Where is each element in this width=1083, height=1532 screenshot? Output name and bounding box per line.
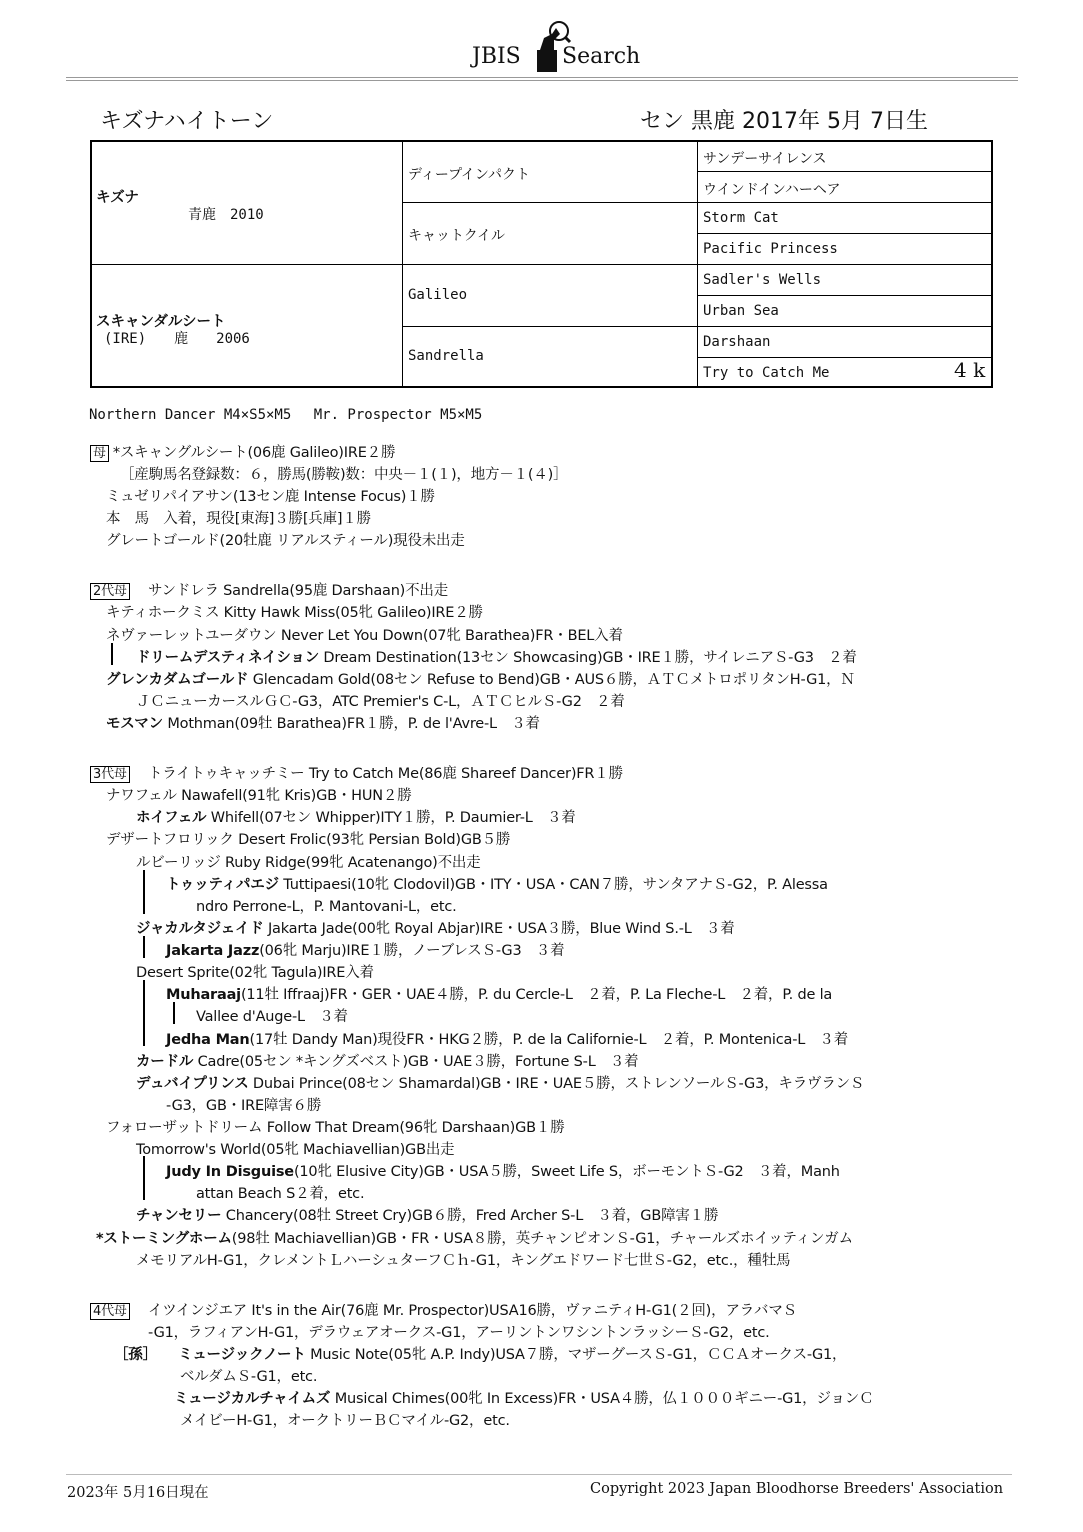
line-text: (10牝 Elusive City)GB・USA５勝，Sweet Life S，ボーモントＳ-G2 ３着，Manh (293, 1164, 840, 1180)
line-text: ベルダムＳ-G1，etc. (180, 1369, 318, 1385)
line-text: -G1，ラフィアンH-G1，デラウェアオークス-G1，アーリントンワシントンラッシーＳ-G2，etc. (148, 1325, 770, 1341)
line-text: Chancery(08牡 Street Cry)GB６勝，Fred Archer S-L ３着，GB障害１勝 (221, 1208, 719, 1224)
gen3-6: Urban Sea (703, 303, 779, 319)
jbis-logo (470, 20, 640, 76)
gen3-2: ウインドインハーヘア (703, 182, 841, 198)
line-text: メモリアルH-G1，クレメントＬハーシュターフＣｈ-G1，キングエドワード七世Ｓ-G2，etc.，種牡馬 (136, 1253, 791, 1269)
line-text: フォローザットドリーム Follow That Dream(96牝 Darshaan)GB１勝 (106, 1120, 565, 1136)
family-line (90, 441, 395, 462)
family-line (106, 624, 623, 645)
horse-name-bold: Jedha Man (166, 1032, 250, 1048)
dam-info: (IRE) 鹿 2006 (104, 331, 250, 347)
horse-name-bold: ドリームデスティネイション (136, 650, 319, 666)
gen3-7: Darshaan (703, 334, 771, 350)
bracket-bar (143, 936, 145, 958)
bracket-bar (143, 870, 145, 914)
line-text: Tuttipaesi(10牝 Clodovil)GB・ITY・USA・CAN７勝，サンタアナＳ-G2，P. Alessa (278, 877, 828, 893)
family-line (196, 1182, 364, 1203)
horse-name: キズナハイトーン (100, 109, 274, 134)
line-text: Dubai Prince(08セン Shamardal)GB・IRE・UAE５勝，ストレンソールＳ-G3，キラヴランＳ (248, 1076, 865, 1092)
horse-name-bold: Jakarta Jazz (166, 943, 260, 959)
line-text: -G3，GB・IRE障害６勝 (166, 1098, 322, 1114)
family-line (148, 1321, 770, 1342)
family-line (166, 1160, 840, 1181)
line-text: (17牡 Dandy Man)現役FR・HKG２勝，P. de la Californie-L ２着，P. Montenica-L ３着 (249, 1032, 849, 1048)
family-line (90, 579, 448, 600)
family-line (114, 1343, 846, 1364)
family-line (166, 939, 564, 960)
line-text: ルビーリッジ Ruby Ridge(99牝 Acatenango)不出走 (136, 855, 481, 871)
line-text: *スキャングルシート(06鹿 Galileo)IRE２勝 (112, 445, 396, 461)
line-text: Music Note(05牝 A.P. Indy)USA７勝，マザーグースＳ-G1，ＣＣＡオークス-G1， (305, 1347, 847, 1363)
family-line (136, 1204, 718, 1225)
family-line (96, 1227, 853, 1248)
gen2-dam-sire: Galileo (408, 287, 468, 303)
line-text: サンドレラ Sandrella(95鹿 Darshaan)不出走 (133, 583, 449, 599)
family-line (166, 983, 832, 1004)
horse-profile: セン 黒鹿 2017年 5月 7日生 (640, 109, 928, 134)
family-line (136, 851, 481, 872)
line-text: Musical Chimes(00牝 In Excess)FR・USA４勝，仏１０００ギニー-G1，ジョンＣ (330, 1391, 874, 1407)
gen2-sire-dam: キャットクイル (408, 228, 506, 244)
line-text: Cadre(05セン *キングズベスト)GB・UAE３勝，Fortune S-L ３着 (193, 1054, 639, 1070)
bracket-bar (143, 1156, 145, 1200)
family-line (106, 784, 412, 805)
family-line (136, 1072, 864, 1093)
sire-name: キズナ (96, 190, 139, 206)
line-text: attan Beach S２着，etc. (196, 1186, 365, 1202)
line-text: ミュゼリパイアサン(13セン鹿 Intense Focus)１勝 (106, 489, 435, 505)
line-text: (11牡 Iffraaj)FR・GER・UAE４勝，P. du Cercle-L ２着，P. La Fleche-L ２着，P. de la (240, 987, 833, 1003)
bracket-bar (143, 980, 145, 1046)
line-text: トライトゥキャッチミー Try to Catch Me(86鹿 Shareef Dancer)FR１勝 (133, 766, 623, 782)
family-line (106, 485, 435, 506)
sire-info: 青鹿 2010 (188, 207, 264, 223)
line-text: イツインジエア It's in the Air(76鹿 Mr. Prospector)USA16勝，ヴァニティH-G1(２回)，アラバマＳ (133, 1303, 797, 1319)
family-line (106, 507, 371, 528)
line-text: 本 馬 入着，現役[東海]３勝[兵庫]１勝 (106, 511, 371, 527)
family-line (136, 961, 374, 982)
gen2-sire-sire: ディープインパクト (408, 167, 530, 183)
line-text: Desert Sprite(02牝 Tagula)IRE入着 (136, 965, 374, 981)
footer-date: 2023年 5月16日現在 (67, 1485, 209, 1501)
family-line (106, 529, 465, 550)
family-line (174, 1387, 873, 1408)
family-line (196, 1005, 348, 1026)
family-line (90, 1299, 797, 1320)
family-line (90, 762, 623, 783)
family-line (196, 895, 457, 916)
family-line (106, 1116, 565, 1137)
horse-name-bold: ジャカルタジェイド (136, 921, 264, 937)
line-text: Whifell(07セン Whipper)ITY１勝，P. Daumier-L ３着 (206, 810, 576, 826)
family-line (166, 873, 828, 894)
horse-name-bold: デュバイプリンス (136, 1076, 249, 1092)
family-line (166, 1028, 848, 1049)
logo-text-search: Search (562, 44, 641, 69)
family-line (136, 1249, 790, 1270)
footer-rule (66, 1474, 1012, 1475)
family-line (136, 917, 735, 938)
horse-name-bold: Judy In Disguise (166, 1164, 294, 1180)
line-text: キティホークミス Kitty Hawk Miss(05牝 Galileo)IRE２勝 (106, 605, 483, 621)
horse-name-bold: グレンカダムゴールド (106, 672, 249, 688)
generation-label: 4代母 (90, 1303, 130, 1320)
gen3-1: サンデーサイレンス (703, 151, 827, 167)
line-text: デザートフロリック Desert Frolic(93牝 Persian Bold)GB５勝 (106, 832, 511, 848)
generation-label: 3代母 (90, 766, 130, 783)
bracket-bar (111, 643, 113, 665)
family-line (166, 1094, 321, 1115)
horse-name-bold: カードル (136, 1054, 194, 1070)
line-text: グレートゴールド(20牡鹿 リアルスティール)現役未出走 (106, 533, 465, 549)
line-text: ネヴァーレットユーダウン Never Let You Down(07牝 Barathea)FR・BEL入着 (106, 628, 623, 644)
family-line (106, 668, 855, 689)
family-line (180, 1365, 317, 1386)
gen3-3: Storm Cat (703, 210, 779, 226)
horse-name-bold: モスマン (106, 716, 163, 732)
horse-name-bold: ホイフェル (136, 810, 207, 826)
family-line (136, 690, 625, 711)
inbreeding-note: Northern Dancer M4×S5×M5 Mr. Prospector M5×M5 (89, 407, 483, 423)
line-text: メイビーH-G1，オークトリーＢＣマイル-G2，etc. (180, 1413, 510, 1429)
line-text: Vallee d'Auge-L ３着 (196, 1009, 348, 1025)
horse-name-bold: *ストーミングホーム (96, 1231, 232, 1247)
family-line (106, 712, 540, 733)
line-text: Tomorrow's World(05牝 Machiavellian)GB出走 (136, 1142, 455, 1158)
line-text: Mothman(09牡 Barathea)FR１勝，P. de l'Avre-L ３着 (162, 716, 540, 732)
bracket-bar (173, 1002, 175, 1024)
horse-name-bold: トゥッティパエジ (166, 877, 279, 893)
family-number: 4 k (954, 358, 986, 382)
gen3-4: Pacific Princess (703, 241, 838, 257)
family-line (136, 1050, 638, 1071)
family-line (136, 806, 576, 827)
logo-text-jbis: JBIS (472, 44, 521, 69)
family-line (106, 601, 483, 622)
family-line (136, 1138, 454, 1159)
line-text: Glencadam Gold(08セン Refuse to Bend)GB・AUS６勝，ＡＴＣメトロポリタンH-G1，Ｎ (248, 672, 855, 688)
horse-name-bold: チャンセリー (136, 1208, 222, 1224)
gen3-5: Sadler's Wells (703, 272, 822, 288)
generation-label: 2代母 (90, 583, 130, 600)
generation-label: 母 (90, 445, 109, 462)
header-rule-bottom (66, 80, 1018, 81)
footer-copyright: Copyright 2023 Japan Bloodhorse Breeders' Association (590, 1481, 1004, 1497)
line-text: Dream Destination(13セン Showcasing)GB・IRE１勝，サイレニアＳ-G3 ２着 (319, 650, 857, 666)
horse-name-bold: ［孫］ ミュージックノート (114, 1347, 306, 1363)
line-text: ナワフェル Nawafell(91牝 Kris)GB・HUN２勝 (106, 788, 412, 804)
line-text: ＪＣニューカースルＧＣ-G3，ATC Premier's C-L，ＡＴＣヒルＳ-G2 ２着 (136, 694, 625, 710)
line-text: ［産駒馬名登録数：６，勝馬(勝鞍)数：中央－１(１)，地方－１(４)］ (120, 467, 568, 483)
line-text: (98牡 Machiavellian)GB・FR・USA８勝，英チャンピオンＳ-G1，チャールズホイッティンガム (231, 1231, 853, 1247)
pedigree-table (90, 140, 993, 388)
family-line (136, 646, 857, 667)
header-rule-top (66, 77, 1018, 78)
family-line (180, 1409, 510, 1430)
dam-name: スキャンダルシート (96, 314, 226, 330)
horse-name-bold: Muharaaj (166, 987, 241, 1003)
gen2-dam-dam: Sandrella (408, 348, 484, 364)
line-text: ndro Perrone-L，P. Mantovani-L，etc. (196, 899, 457, 915)
line-text: (06牝 Marju)IRE１勝，ノーブレスＳ-G3 ３着 (259, 943, 565, 959)
horse-name-bold: ミュージカルチャイムズ (174, 1391, 331, 1407)
family-line (120, 463, 567, 484)
gen3-8: Try to Catch Me (703, 365, 830, 381)
family-line (106, 828, 510, 849)
line-text: Jakarta Jade(00牝 Royal Abjar)IRE・USA３勝，Blue Wind S.-L ３着 (263, 921, 735, 937)
